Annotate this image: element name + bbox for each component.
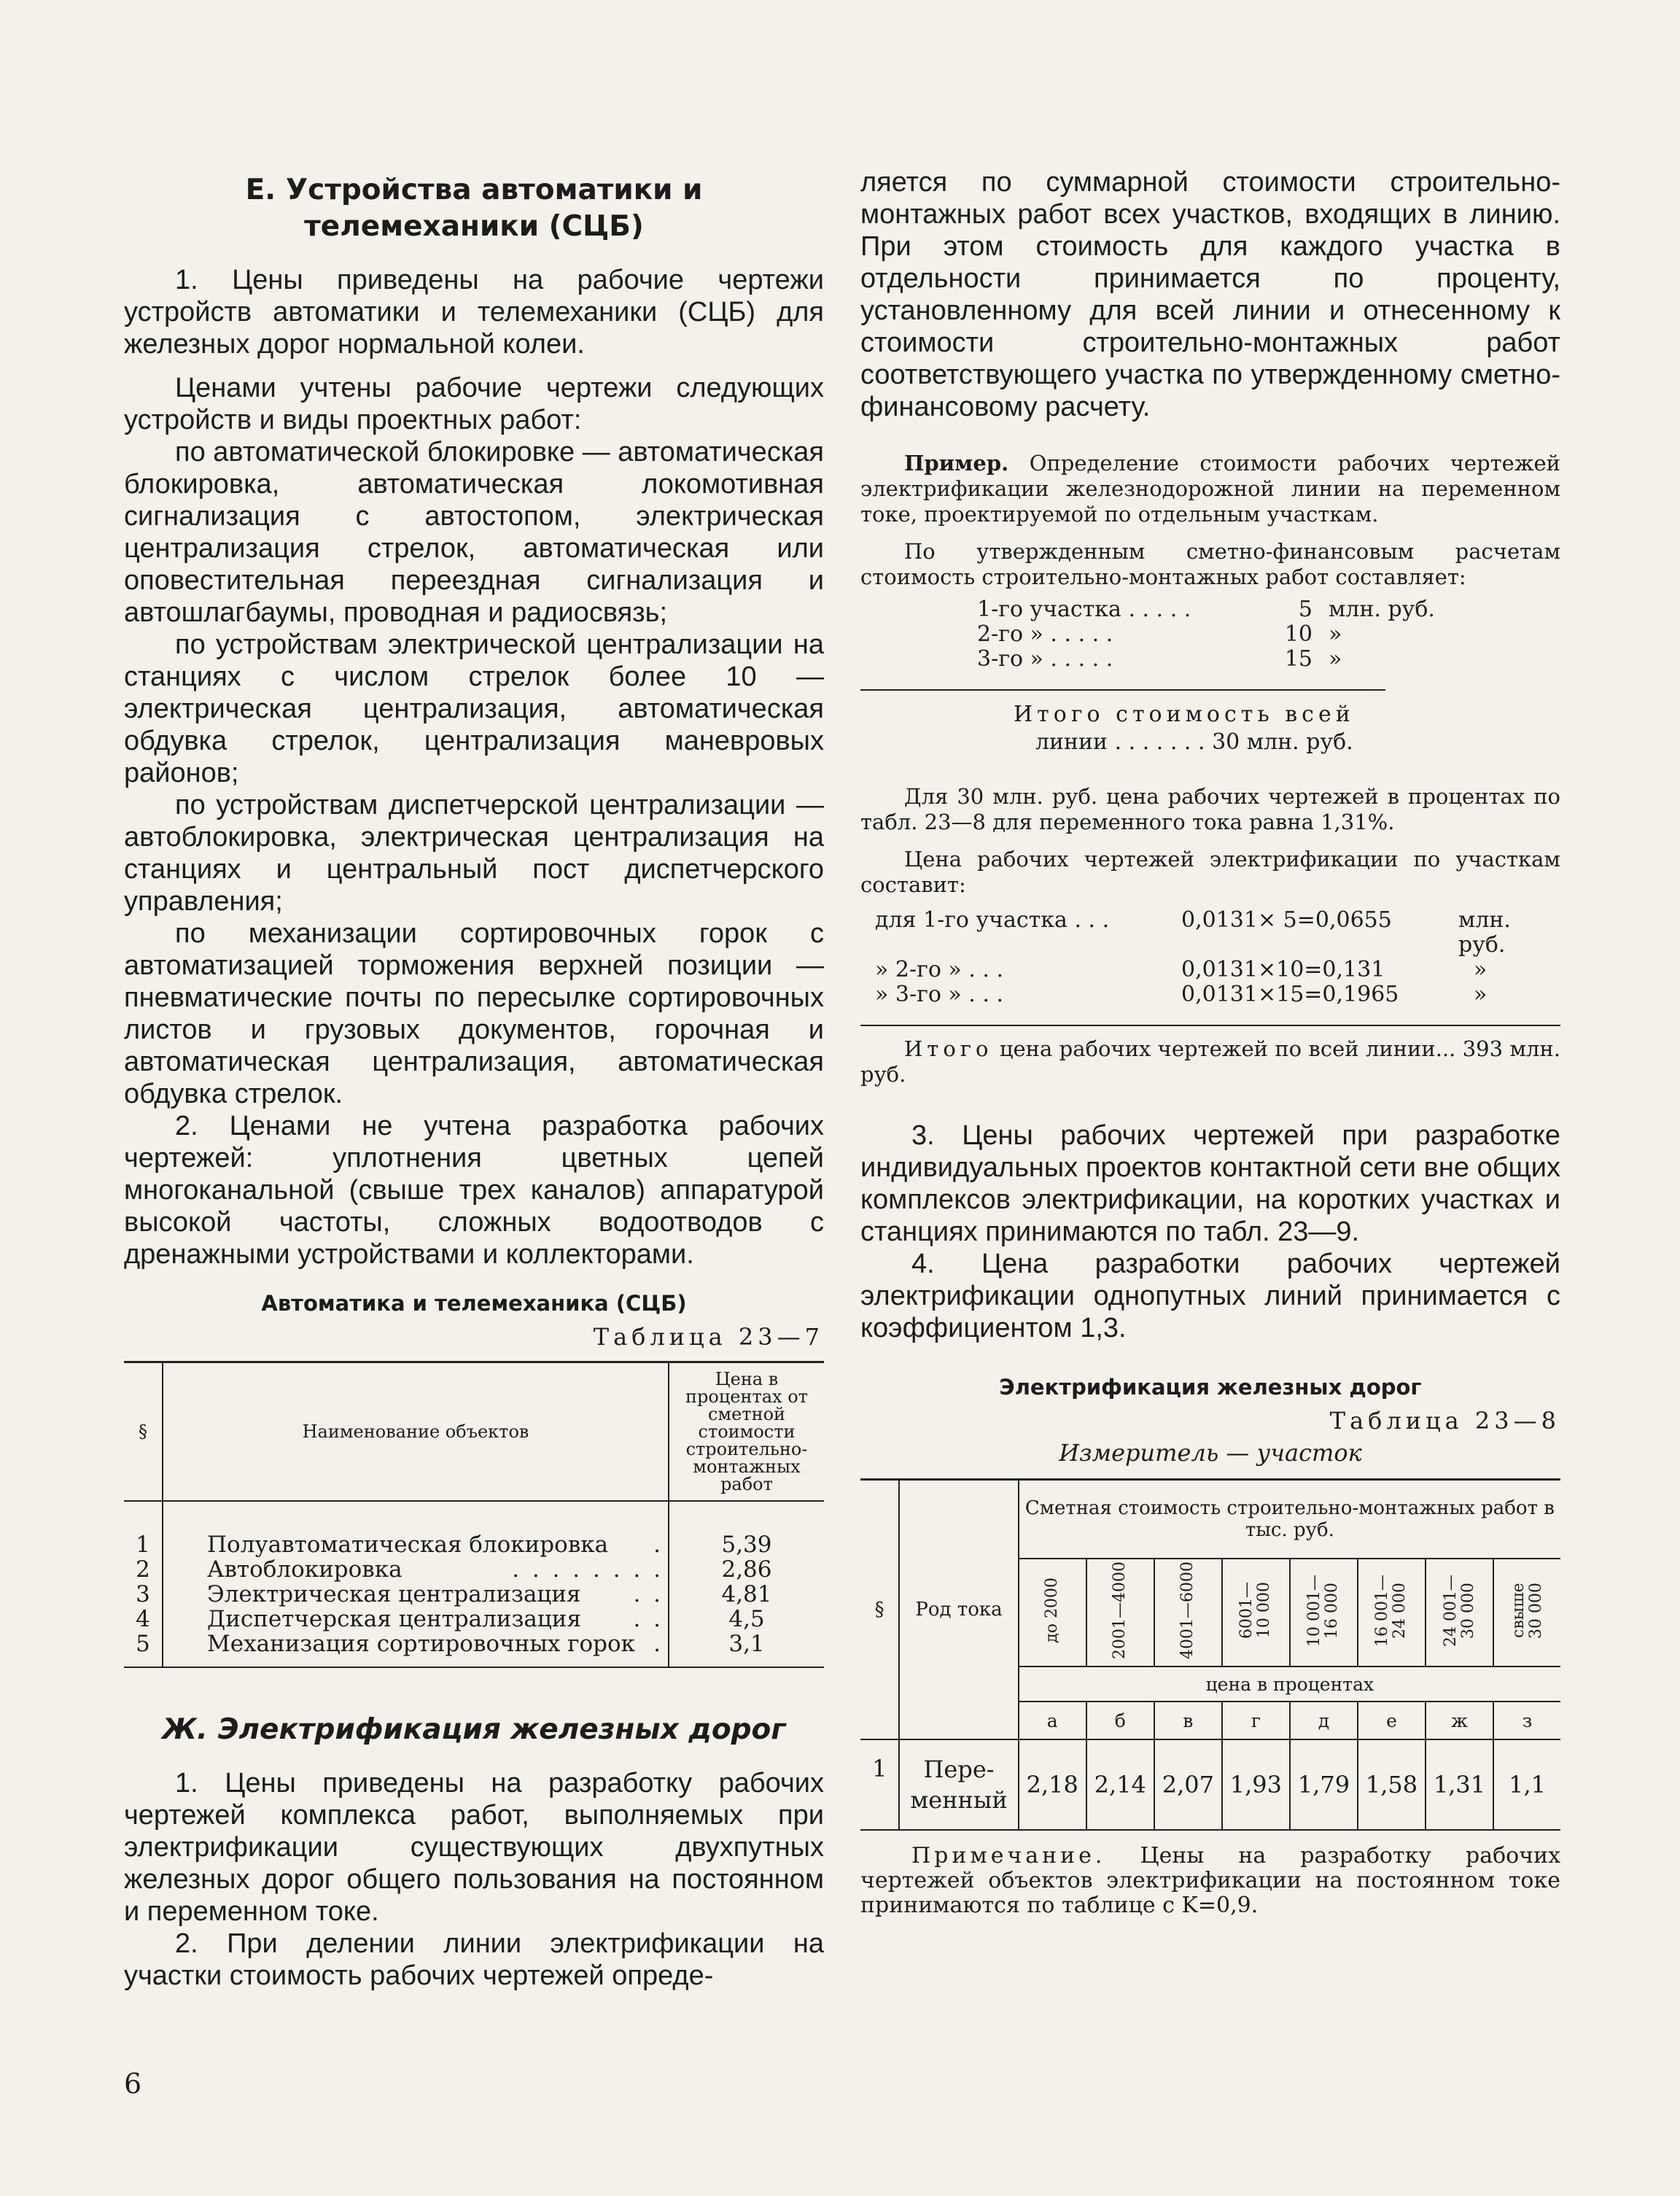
letter-header: г [1222, 1702, 1290, 1739]
paragraph-continuation: ляется по суммарной стоимости строительно-монтажных работ всех участков, входящих в линию. При этом стоимость для каждого участка в отдельности принимается по проценту, установленному для всей линии и отнесенному к стоимости строительно-монтажных работ соответствующего участка по утвержденному сметно-финансовому расчету. [860, 167, 1560, 422]
paragraph: по устройствам диспетчерской централизации — автоблокировка, электрическая централизация на станциях и центральный пост диспетчерского управления; [124, 790, 824, 917]
sections-total: Итого цена рабочих чертежей по всей линии... 393 млн. руб. [860, 1036, 1560, 1087]
table-row: 2 Автоблокировка . . . . . . . . 2,86 [136, 1556, 772, 1583]
paragraph: по механизации сортировочных горок с автоматизацией торможения верхней позиции — пневматические почты по пересылке сортировочных листов и грузовых документов, горочная и автоматическая централизация, автоматическая обдувка стрелок. [124, 918, 824, 1109]
column-header: Наименование объектов [163, 1362, 669, 1502]
table-row: 3 Электрическая централизация . . 4,81 [136, 1581, 772, 1607]
calc-row: » 2-го » . . . 0,0131×10=0,131 » [875, 957, 1488, 982]
unit-header: цена в процентах [1019, 1667, 1560, 1702]
range-header: до 2000 [1019, 1559, 1086, 1667]
table-note: Примечание. Цены на разработку рабочих чертежей объектов электрификации на постоянном токе принимаются по таблице с K=0,9. [860, 1843, 1560, 1918]
table-23-7 [124, 1361, 824, 1668]
paragraph: 2. Ценами не учтена разработка рабочих чертежей: уплотнения цветных цепей многоканальной (свыше трех каналов) аппаратурой высокой частоты, сложных водоотводов с дренажными устройствами и коллекторами. [124, 1111, 824, 1270]
column-header: Род тока [899, 1480, 1018, 1740]
table-row: 1 Пере- менный 2,18 2,14 2,07 1,93 1,79 1,58 1,31 1,1 [860, 1739, 1560, 1830]
letter-header: з [1493, 1702, 1560, 1739]
range-header: 4001—6000 [1154, 1559, 1222, 1667]
paragraph: 3. Цены рабочих чертежей при разработке индивидуальных проектов контактной сети вне общих комплексов электрификации, на коротких участках и станциях принимаются по табл. 23—9. [860, 1120, 1560, 1247]
column-header: § [124, 1362, 163, 1502]
paragraph: по автоматической блокировке — автоматическая блокировка, автоматическая локомотивная сигнализация с автостопом, электрическая централизация стрелок, автоматическая или оповестительная переездная сигнализация и автошлагбаумы, проводная и радиосвязь; [124, 437, 824, 628]
table-row: 4 Диспетчерская централизация . . 4,5 [136, 1606, 765, 1632]
percent-paragraph: Для 30 млн. руб. цена рабочих чертежей в процентах по табл. 23—8 для переменного тока равна 1,31%. [860, 784, 1560, 834]
calc-list [860, 597, 1560, 672]
paragraph: 1. Цены приведены на разработку рабочих чертежей комплекса работ, выполняемых при электрификации существующих двухпутных железных дорог общего пользования на постоянном и переменном токе. [124, 1768, 824, 1927]
section-heading-e: Е. Устройства автоматики и телемеханики (СЦБ) [245, 174, 703, 243]
column-header: Сметная стоимость строительно-монтажных работ в тыс. руб. [1019, 1480, 1560, 1559]
range-header: 24 001— 30 000 [1426, 1559, 1493, 1667]
sections-intro: Цена рабочих чертежей электрификации по участкам составит: [860, 847, 1560, 897]
letter-header: е [1358, 1702, 1426, 1739]
calc-intro: По утвержденным сметно-финансовым расчетам стоимость строительно-монтажных работ составляет: [860, 539, 1560, 589]
paragraph: 2. При делении линии электрификации на участки стоимость рабочих чертежей опреде- [124, 1928, 824, 1991]
right-column [860, 166, 1560, 1918]
table-number: Таблица 23—7 [593, 1323, 824, 1351]
calc-row: » 3-го » . . . 0,0131×15=0,1965 » [875, 982, 1488, 1007]
calc-row: для 1-го участка . . . 0,0131× 5=0,0655 млн. руб. [875, 907, 1511, 958]
table-measure: Измеритель — участок [1059, 1439, 1362, 1467]
column-header: § [860, 1480, 899, 1740]
calc-total: Итого стоимость всей линии . . . . . . . 30 млн. руб. [1014, 702, 1355, 755]
column-header: Цена в процентах от сметной стоимости строительно-монтажных работ [669, 1362, 824, 1502]
divider [860, 689, 1385, 691]
calc-row: 2-го » . . . . . 10 » [977, 621, 1342, 647]
paragraph: Ценами учтены рабочие чертежи следующих устройств и виды проектных работ: [124, 373, 824, 435]
table-row: 5 Механизация сортировочных горок . 3,1 [124, 1632, 824, 1667]
table-row: 1 Полуавтоматическая блокировка . 5,39 [124, 1501, 824, 1557]
table-number: Таблица 23—8 [1329, 1407, 1560, 1435]
letter-header: б [1086, 1702, 1154, 1739]
divider [860, 1025, 1560, 1026]
page-number: 6 [124, 2068, 142, 2100]
range-header: 2001—4000 [1086, 1559, 1154, 1667]
paragraph: по устройствам электрической централизации на станциях с числом стрелок более 10 — электрическая централизация, автоматическая обдувка стрелок, централизация маневровых районов; [124, 629, 824, 788]
letter-header: д [1290, 1702, 1358, 1739]
table-23-8 [860, 1478, 1560, 1831]
range-header: 6001— 10 000 [1222, 1559, 1290, 1667]
paragraph: 1. Цены приведены на рабочие чертежи устройств автоматики и телемеханики (СЦБ) для железных дорог нормальной колеи. [124, 265, 824, 360]
calc-row: 3-го » . . . . . 15 » [977, 646, 1342, 672]
table-caption: Электрификация железных дорог [999, 1375, 1422, 1400]
section-heading-zh: Ж. Электрификация железных дорог [162, 1713, 786, 1746]
sections-list [860, 908, 1560, 1007]
paragraph: 4. Цена разработки рабочих чертежей электрификации однопутных линий принимается с коэффициентом 1,3. [860, 1249, 1560, 1343]
table-caption: Автоматика и телемеханика (СЦБ) [261, 1291, 687, 1316]
range-header: 10 001— 16 000 [1290, 1559, 1358, 1667]
range-header: свыше 30 000 [1493, 1559, 1560, 1667]
example-paragraph: Пример. Определение стоимости рабочих чертежей электрификации железнодорожной линии на переменном токе, проектируемой по отдельным участкам. [860, 451, 1561, 527]
calc-row: 1-го участка . . . . . 5 млн. руб. [977, 597, 1435, 622]
letter-header: в [1154, 1702, 1222, 1739]
letter-header: а [1019, 1702, 1086, 1739]
range-header: 16 001— 24 000 [1358, 1559, 1426, 1667]
left-column [124, 166, 824, 1992]
letter-header: ж [1426, 1702, 1493, 1739]
